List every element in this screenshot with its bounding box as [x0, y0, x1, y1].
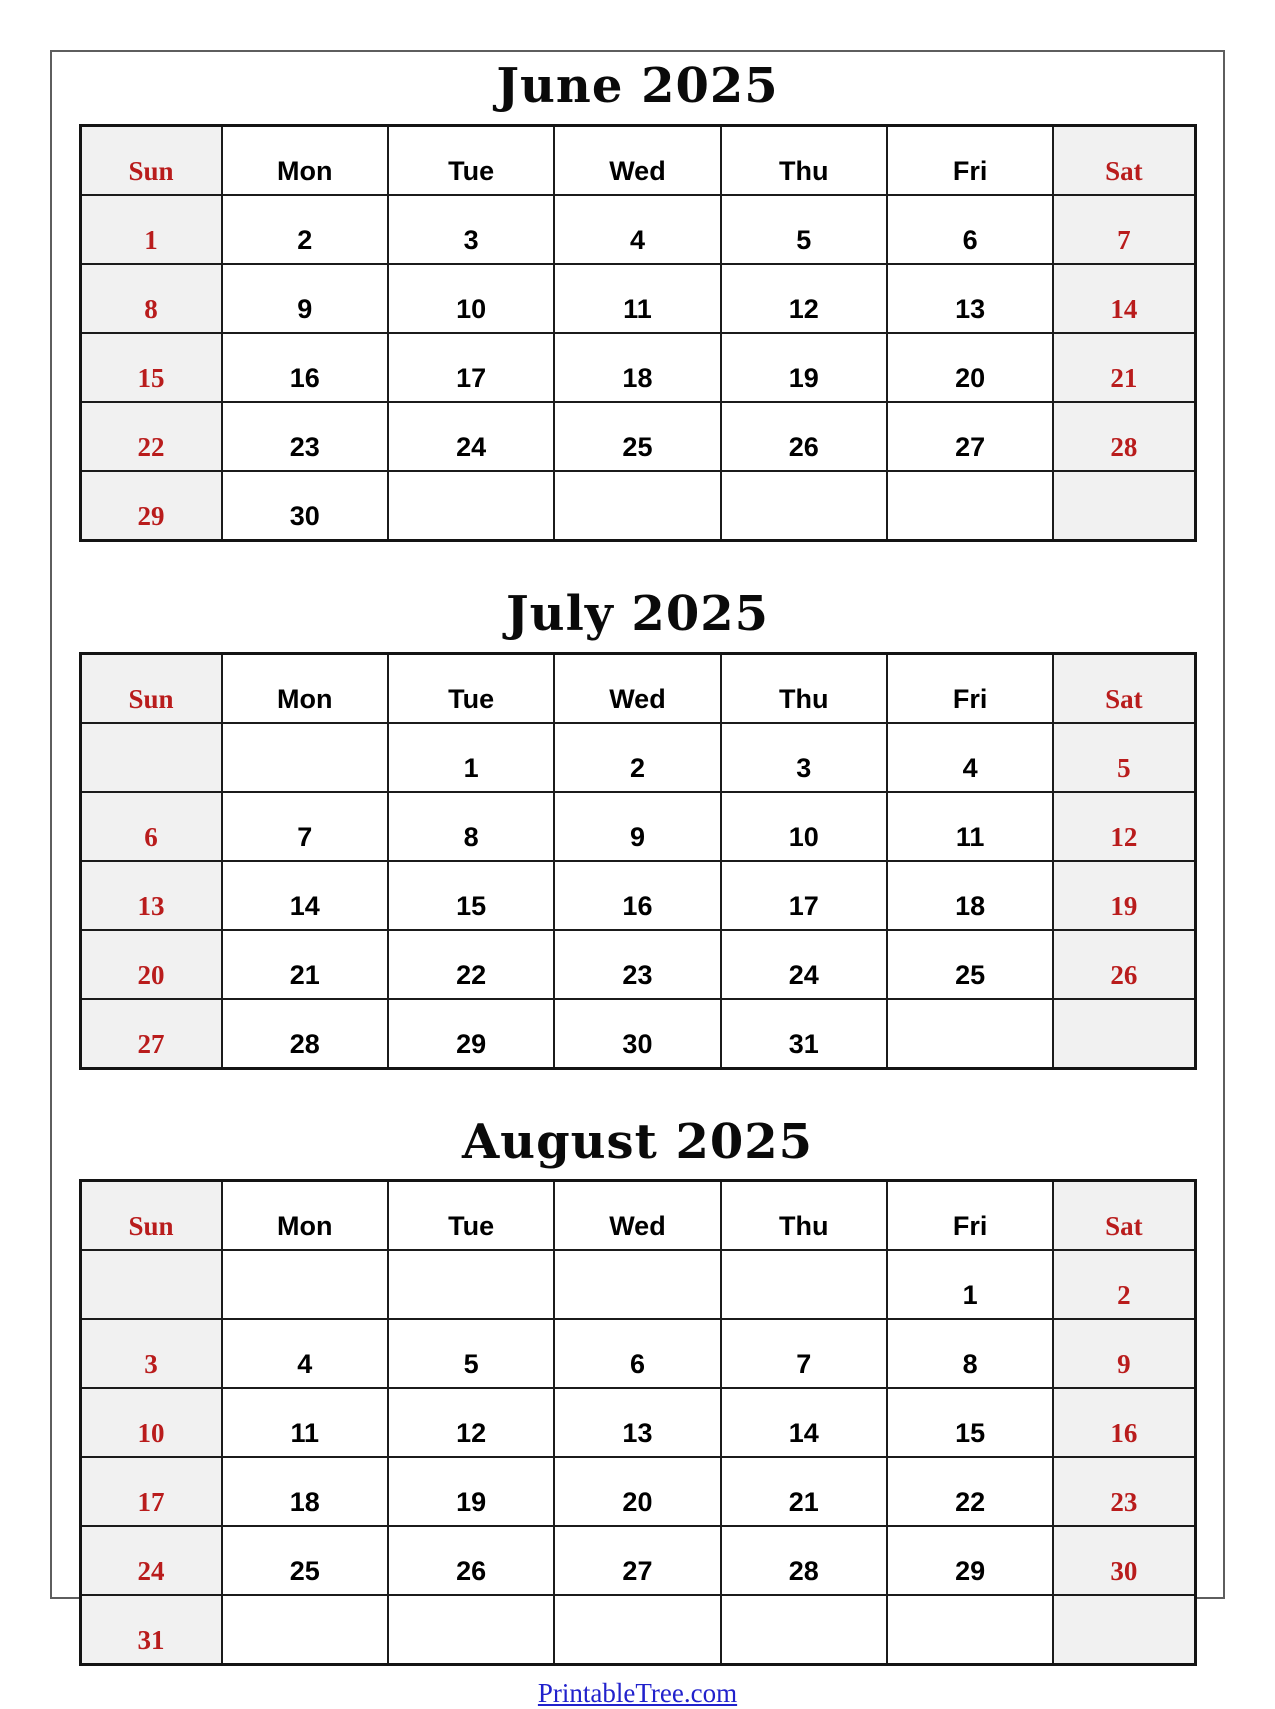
- calendar-table: [79, 652, 1197, 1070]
- month-title-august: August 2025: [461, 1113, 814, 1170]
- calendar-day-cell: 21: [1053, 333, 1195, 402]
- day-header-sun: Sun: [80, 1181, 222, 1251]
- calendar-day-cell: 18: [554, 333, 720, 402]
- calendar-day-cell: 29: [80, 471, 222, 541]
- calendar-empty-cell: [388, 1250, 554, 1319]
- calendar-day-cell: 12: [388, 1388, 554, 1457]
- week-row: [80, 1595, 1195, 1665]
- calendar-day-cell: 20: [80, 930, 222, 999]
- day-header-thu: Thu: [721, 1181, 887, 1251]
- day-header-mon: Mon: [222, 1181, 388, 1251]
- calendar-day-cell: 15: [388, 861, 554, 930]
- calendar-day-cell: 3: [721, 723, 887, 792]
- calendar-day-cell: 28: [721, 1526, 887, 1595]
- calendar-day-cell: 14: [222, 861, 388, 930]
- calendar-day-cell: 9: [222, 264, 388, 333]
- calendar-day-cell: 23: [554, 930, 720, 999]
- calendar-day-cell: 10: [388, 264, 554, 333]
- calendar-day-cell: 30: [1053, 1526, 1195, 1595]
- week-row: [80, 402, 1195, 471]
- calendar-day-cell: 27: [887, 402, 1053, 471]
- week-row: [80, 1526, 1195, 1595]
- calendar-empty-cell: [887, 999, 1053, 1069]
- calendar-day-cell: 11: [887, 792, 1053, 861]
- week-row: [80, 333, 1195, 402]
- calendar-day-cell: 22: [80, 402, 222, 471]
- calendar-day-cell: 18: [222, 1457, 388, 1526]
- day-header-sat: Sat: [1053, 653, 1195, 723]
- calendar-day-cell: 1: [388, 723, 554, 792]
- week-row: [80, 1388, 1195, 1457]
- calendar-day-cell: 29: [388, 999, 554, 1069]
- month-table-august: [52, 1179, 1223, 1666]
- calendar-day-cell: 7: [1053, 195, 1195, 264]
- day-header-wed: Wed: [554, 125, 720, 195]
- calendar-day-cell: 4: [554, 195, 720, 264]
- calendar-day-cell: 23: [1053, 1457, 1195, 1526]
- day-header-mon: Mon: [222, 653, 388, 723]
- calendar-day-cell: 19: [1053, 861, 1195, 930]
- calendar-day-cell: 12: [1053, 792, 1195, 861]
- calendar-day-cell: 8: [887, 1319, 1053, 1388]
- calendar-day-cell: 1: [887, 1250, 1053, 1319]
- calendar-empty-cell: [80, 723, 222, 792]
- calendar-day-cell: 27: [554, 1526, 720, 1595]
- day-header-fri: Fri: [887, 653, 1053, 723]
- calendar-day-cell: 3: [388, 195, 554, 264]
- calendar-day-cell: 16: [554, 861, 720, 930]
- day-header-thu: Thu: [721, 125, 887, 195]
- calendar-empty-cell: [554, 1595, 720, 1665]
- month-table-july: [52, 652, 1223, 1070]
- calendar-day-cell: 9: [1053, 1319, 1195, 1388]
- calendar-day-cell: 23: [222, 402, 388, 471]
- calendar-table: [79, 1179, 1197, 1666]
- calendar-day-cell: 13: [887, 264, 1053, 333]
- week-row: [80, 930, 1195, 999]
- calendar-table: [79, 124, 1197, 542]
- month-table-june: [52, 124, 1223, 542]
- calendar-empty-cell: [887, 471, 1053, 541]
- month-title-june: June 2025: [496, 58, 779, 114]
- calendar-empty-cell: [388, 471, 554, 541]
- calendar-day-cell: 8: [388, 792, 554, 861]
- week-row: [80, 861, 1195, 930]
- page-border-frame: [50, 50, 1225, 1709]
- day-header-sat: Sat: [1053, 125, 1195, 195]
- week-row: [80, 195, 1195, 264]
- week-row: [80, 471, 1195, 541]
- calendar-day-cell: 26: [721, 402, 887, 471]
- calendar-day-cell: 4: [887, 723, 1053, 792]
- month-title-july: July 2025: [505, 585, 770, 642]
- day-header-wed: Wed: [554, 1181, 720, 1251]
- calendar-empty-cell: [388, 1595, 554, 1665]
- calendar-day-cell: 11: [222, 1388, 388, 1457]
- calendar-day-cell: 17: [721, 861, 887, 930]
- calendar-day-cell: 7: [222, 792, 388, 861]
- calendar-empty-cell: [1053, 471, 1195, 541]
- calendar-day-cell: 10: [721, 792, 887, 861]
- calendar-day-cell: 20: [887, 333, 1053, 402]
- day-header-tue: Tue: [388, 125, 554, 195]
- calendar-day-cell: 17: [388, 333, 554, 402]
- calendar-day-cell: 7: [721, 1319, 887, 1388]
- day-header-sun: Sun: [80, 125, 222, 195]
- calendar-empty-cell: [554, 1250, 720, 1319]
- calendar-day-cell: 2: [1053, 1250, 1195, 1319]
- calendar-day-cell: 25: [222, 1526, 388, 1595]
- calendar-day-cell: 21: [721, 1457, 887, 1526]
- calendar-day-cell: 25: [554, 402, 720, 471]
- calendar-day-cell: 14: [721, 1388, 887, 1457]
- calendar-day-cell: 5: [721, 195, 887, 264]
- calendar-day-cell: 20: [554, 1457, 720, 1526]
- day-header-tue: Tue: [388, 653, 554, 723]
- day-header-sun: Sun: [80, 653, 222, 723]
- calendar-empty-cell: [721, 471, 887, 541]
- calendar-empty-cell: [1053, 1595, 1195, 1665]
- calendar-day-cell: 14: [1053, 264, 1195, 333]
- week-row: [80, 264, 1195, 333]
- calendar-day-cell: 2: [554, 723, 720, 792]
- calendar-day-cell: 28: [1053, 402, 1195, 471]
- calendar-day-cell: 6: [887, 195, 1053, 264]
- calendar-day-cell: 3: [80, 1319, 222, 1388]
- footer: [52, 1678, 1223, 1709]
- calendar-day-cell: 24: [80, 1526, 222, 1595]
- calendar-day-cell: 5: [1053, 723, 1195, 792]
- calendar-day-cell: 11: [554, 264, 720, 333]
- calendar-day-cell: 6: [80, 792, 222, 861]
- week-row: [80, 792, 1195, 861]
- week-row: [80, 1457, 1195, 1526]
- calendar-day-cell: 22: [388, 930, 554, 999]
- calendar-empty-cell: [80, 1250, 222, 1319]
- calendar-day-cell: 5: [388, 1319, 554, 1388]
- calendar-day-cell: 26: [388, 1526, 554, 1595]
- calendar-empty-cell: [222, 1250, 388, 1319]
- day-header-fri: Fri: [887, 125, 1053, 195]
- day-header-row: [80, 1181, 1195, 1251]
- calendar-day-cell: 8: [80, 264, 222, 333]
- calendar-day-cell: 19: [721, 333, 887, 402]
- calendar-day-cell: 24: [721, 930, 887, 999]
- calendar-day-cell: 24: [388, 402, 554, 471]
- calendar-day-cell: 16: [1053, 1388, 1195, 1457]
- calendar-day-cell: 1: [80, 195, 222, 264]
- calendar-empty-cell: [721, 1250, 887, 1319]
- calendar-day-cell: 13: [554, 1388, 720, 1457]
- calendar-day-cell: 27: [80, 999, 222, 1069]
- day-header-tue: Tue: [388, 1181, 554, 1251]
- calendar-day-cell: 18: [887, 861, 1053, 930]
- week-row: [80, 1250, 1195, 1319]
- calendar-day-cell: 13: [80, 861, 222, 930]
- calendar-day-cell: 6: [554, 1319, 720, 1388]
- calendar-empty-cell: [887, 1595, 1053, 1665]
- calendar-day-cell: 22: [887, 1457, 1053, 1526]
- footer-site-link[interactable]: PrintableTree.com: [537, 1678, 738, 1709]
- calendar-day-cell: 15: [887, 1388, 1053, 1457]
- calendar-day-cell: 10: [80, 1388, 222, 1457]
- calendar-day-cell: 26: [1053, 930, 1195, 999]
- calendar-day-cell: 17: [80, 1457, 222, 1526]
- calendar-day-cell: 25: [887, 930, 1053, 999]
- calendar-day-cell: 21: [222, 930, 388, 999]
- calendar-empty-cell: [554, 471, 720, 541]
- week-row: [80, 1319, 1195, 1388]
- calendar-day-cell: 31: [721, 999, 887, 1069]
- calendar-day-cell: 4: [222, 1319, 388, 1388]
- calendar-day-cell: 30: [222, 471, 388, 541]
- calendar-empty-cell: [1053, 999, 1195, 1069]
- day-header-wed: Wed: [554, 653, 720, 723]
- calendar-day-cell: 9: [554, 792, 720, 861]
- calendar-day-cell: 30: [554, 999, 720, 1069]
- calendar-day-cell: 12: [721, 264, 887, 333]
- week-row: [80, 723, 1195, 792]
- calendar-day-cell: 16: [222, 333, 388, 402]
- calendar-day-cell: 28: [222, 999, 388, 1069]
- day-header-sat: Sat: [1053, 1181, 1195, 1251]
- calendar-day-cell: 29: [887, 1526, 1053, 1595]
- calendar-day-cell: 19: [388, 1457, 554, 1526]
- calendar-empty-cell: [222, 723, 388, 792]
- day-header-mon: Mon: [222, 125, 388, 195]
- calendar-day-cell: 31: [80, 1595, 222, 1665]
- day-header-row: [80, 653, 1195, 723]
- day-header-thu: Thu: [721, 653, 887, 723]
- day-header-fri: Fri: [887, 1181, 1053, 1251]
- calendar-day-cell: 15: [80, 333, 222, 402]
- day-header-row: [80, 125, 1195, 195]
- calendar-empty-cell: [721, 1595, 887, 1665]
- calendar-day-cell: 2: [222, 195, 388, 264]
- week-row: [80, 999, 1195, 1069]
- calendar-empty-cell: [222, 1595, 388, 1665]
